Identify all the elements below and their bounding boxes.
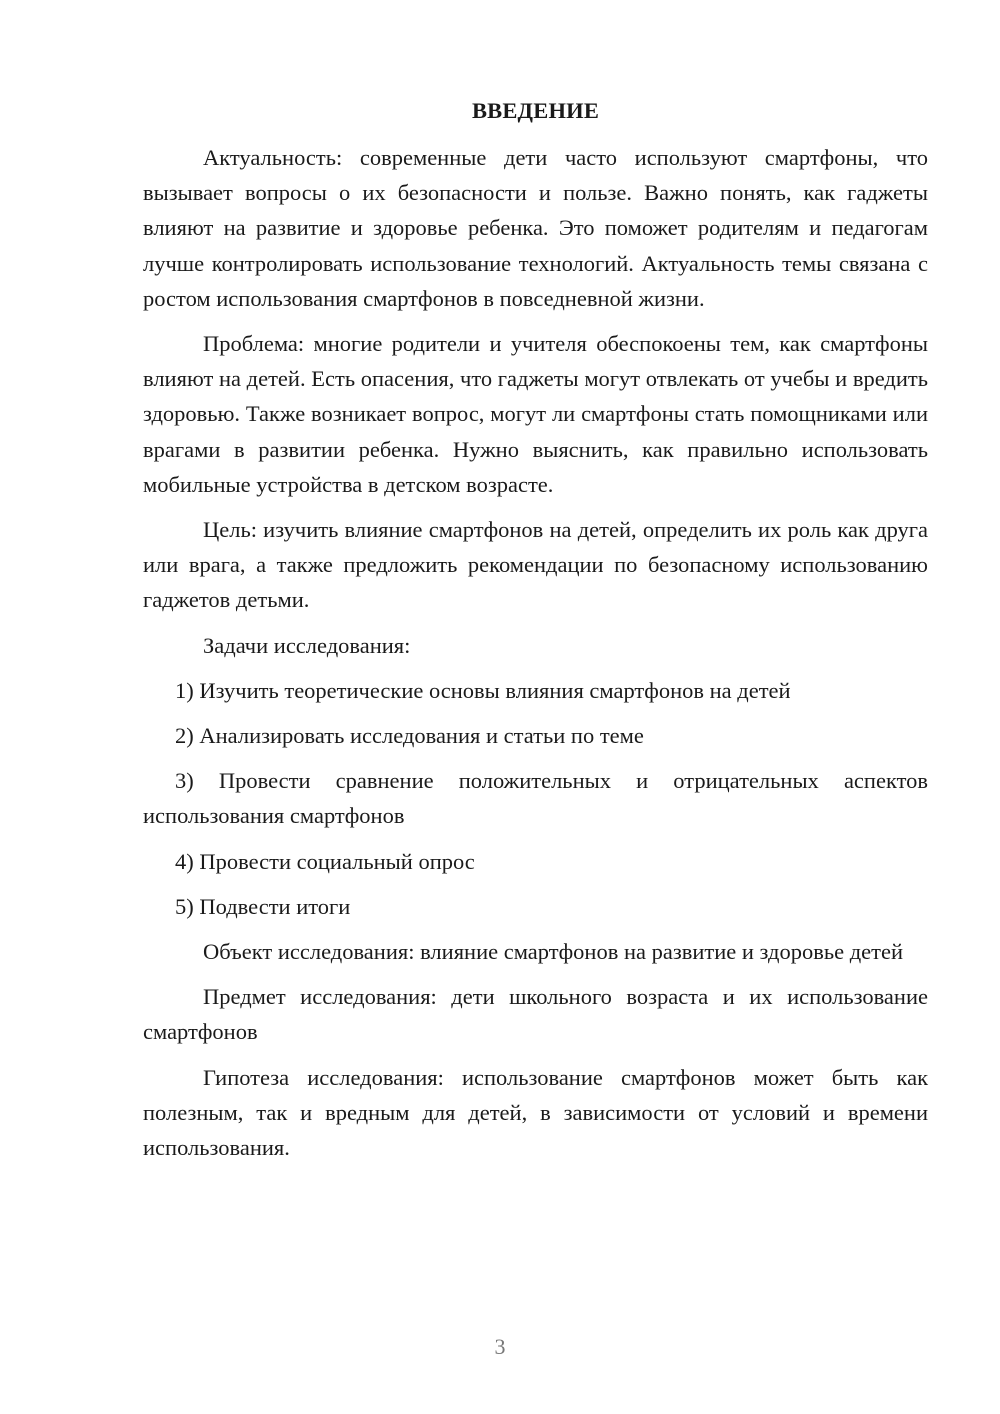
page-content	[143, 96, 928, 1175]
task-item-4: 4) Провести социальный опрос	[175, 848, 475, 874]
paragraph-hypothesis: Гипотеза исследования: использование смартфонов может быть как полезным, так и вредным для детей, в зависимости от условий и времени использования.	[143, 1064, 928, 1161]
paragraph-object: Объект исследования: влияние смартфонов на развитие и здоровье детей	[203, 939, 904, 965]
tasks-heading: Задачи исследования:	[203, 632, 411, 658]
page-number: 3	[494, 1334, 506, 1359]
paragraph-relevance: Актуальность: современные дети часто используют смартфоны, что вызывает вопросы о их безопасности и пользе. Важно понять, как гаджеты влияют на развитие и здоровье ребенка. Это поможет родителям и педагогам лучше контролировать использование технологий. Актуальность темы связана с ростом использования смартфонов в повседневной жизни.	[143, 145, 928, 311]
paragraph-subject: Предмет исследования: дети школьного возраста и их использование смартфонов	[143, 984, 928, 1045]
task-item-2: 2) Анализировать исследования и статьи по теме	[175, 723, 644, 749]
task-item-1: 1) Изучить теоретические основы влияния смартфонов на детей	[175, 677, 791, 703]
paragraph-goal: Цель: изучить влияние смартфонов на детей, определить их роль как друга или врага, а также предложить рекомендации по безопасному использованию гаджетов детьми.	[143, 517, 928, 613]
task-item-3: 3) Провести сравнение положительных и отрицательных аспектов использования смартфонов	[143, 768, 928, 829]
task-item-5: 5) Подвести итоги	[175, 893, 351, 919]
section-title: ВВЕДЕНИЕ	[471, 98, 600, 123]
paragraph-problem: Проблема: многие родители и учителя обеспокоены тем, как смартфоны влияют на детей. Есть опасения, что гаджеты могут отвлекать от учебы и вредить здоровью. Также возникает вопрос, могут ли смартфоны стать помощниками или врагами в развитии ребенка. Нужно выяснить, как правильно использовать мобильные устройства в детском возрасте.	[143, 331, 928, 497]
